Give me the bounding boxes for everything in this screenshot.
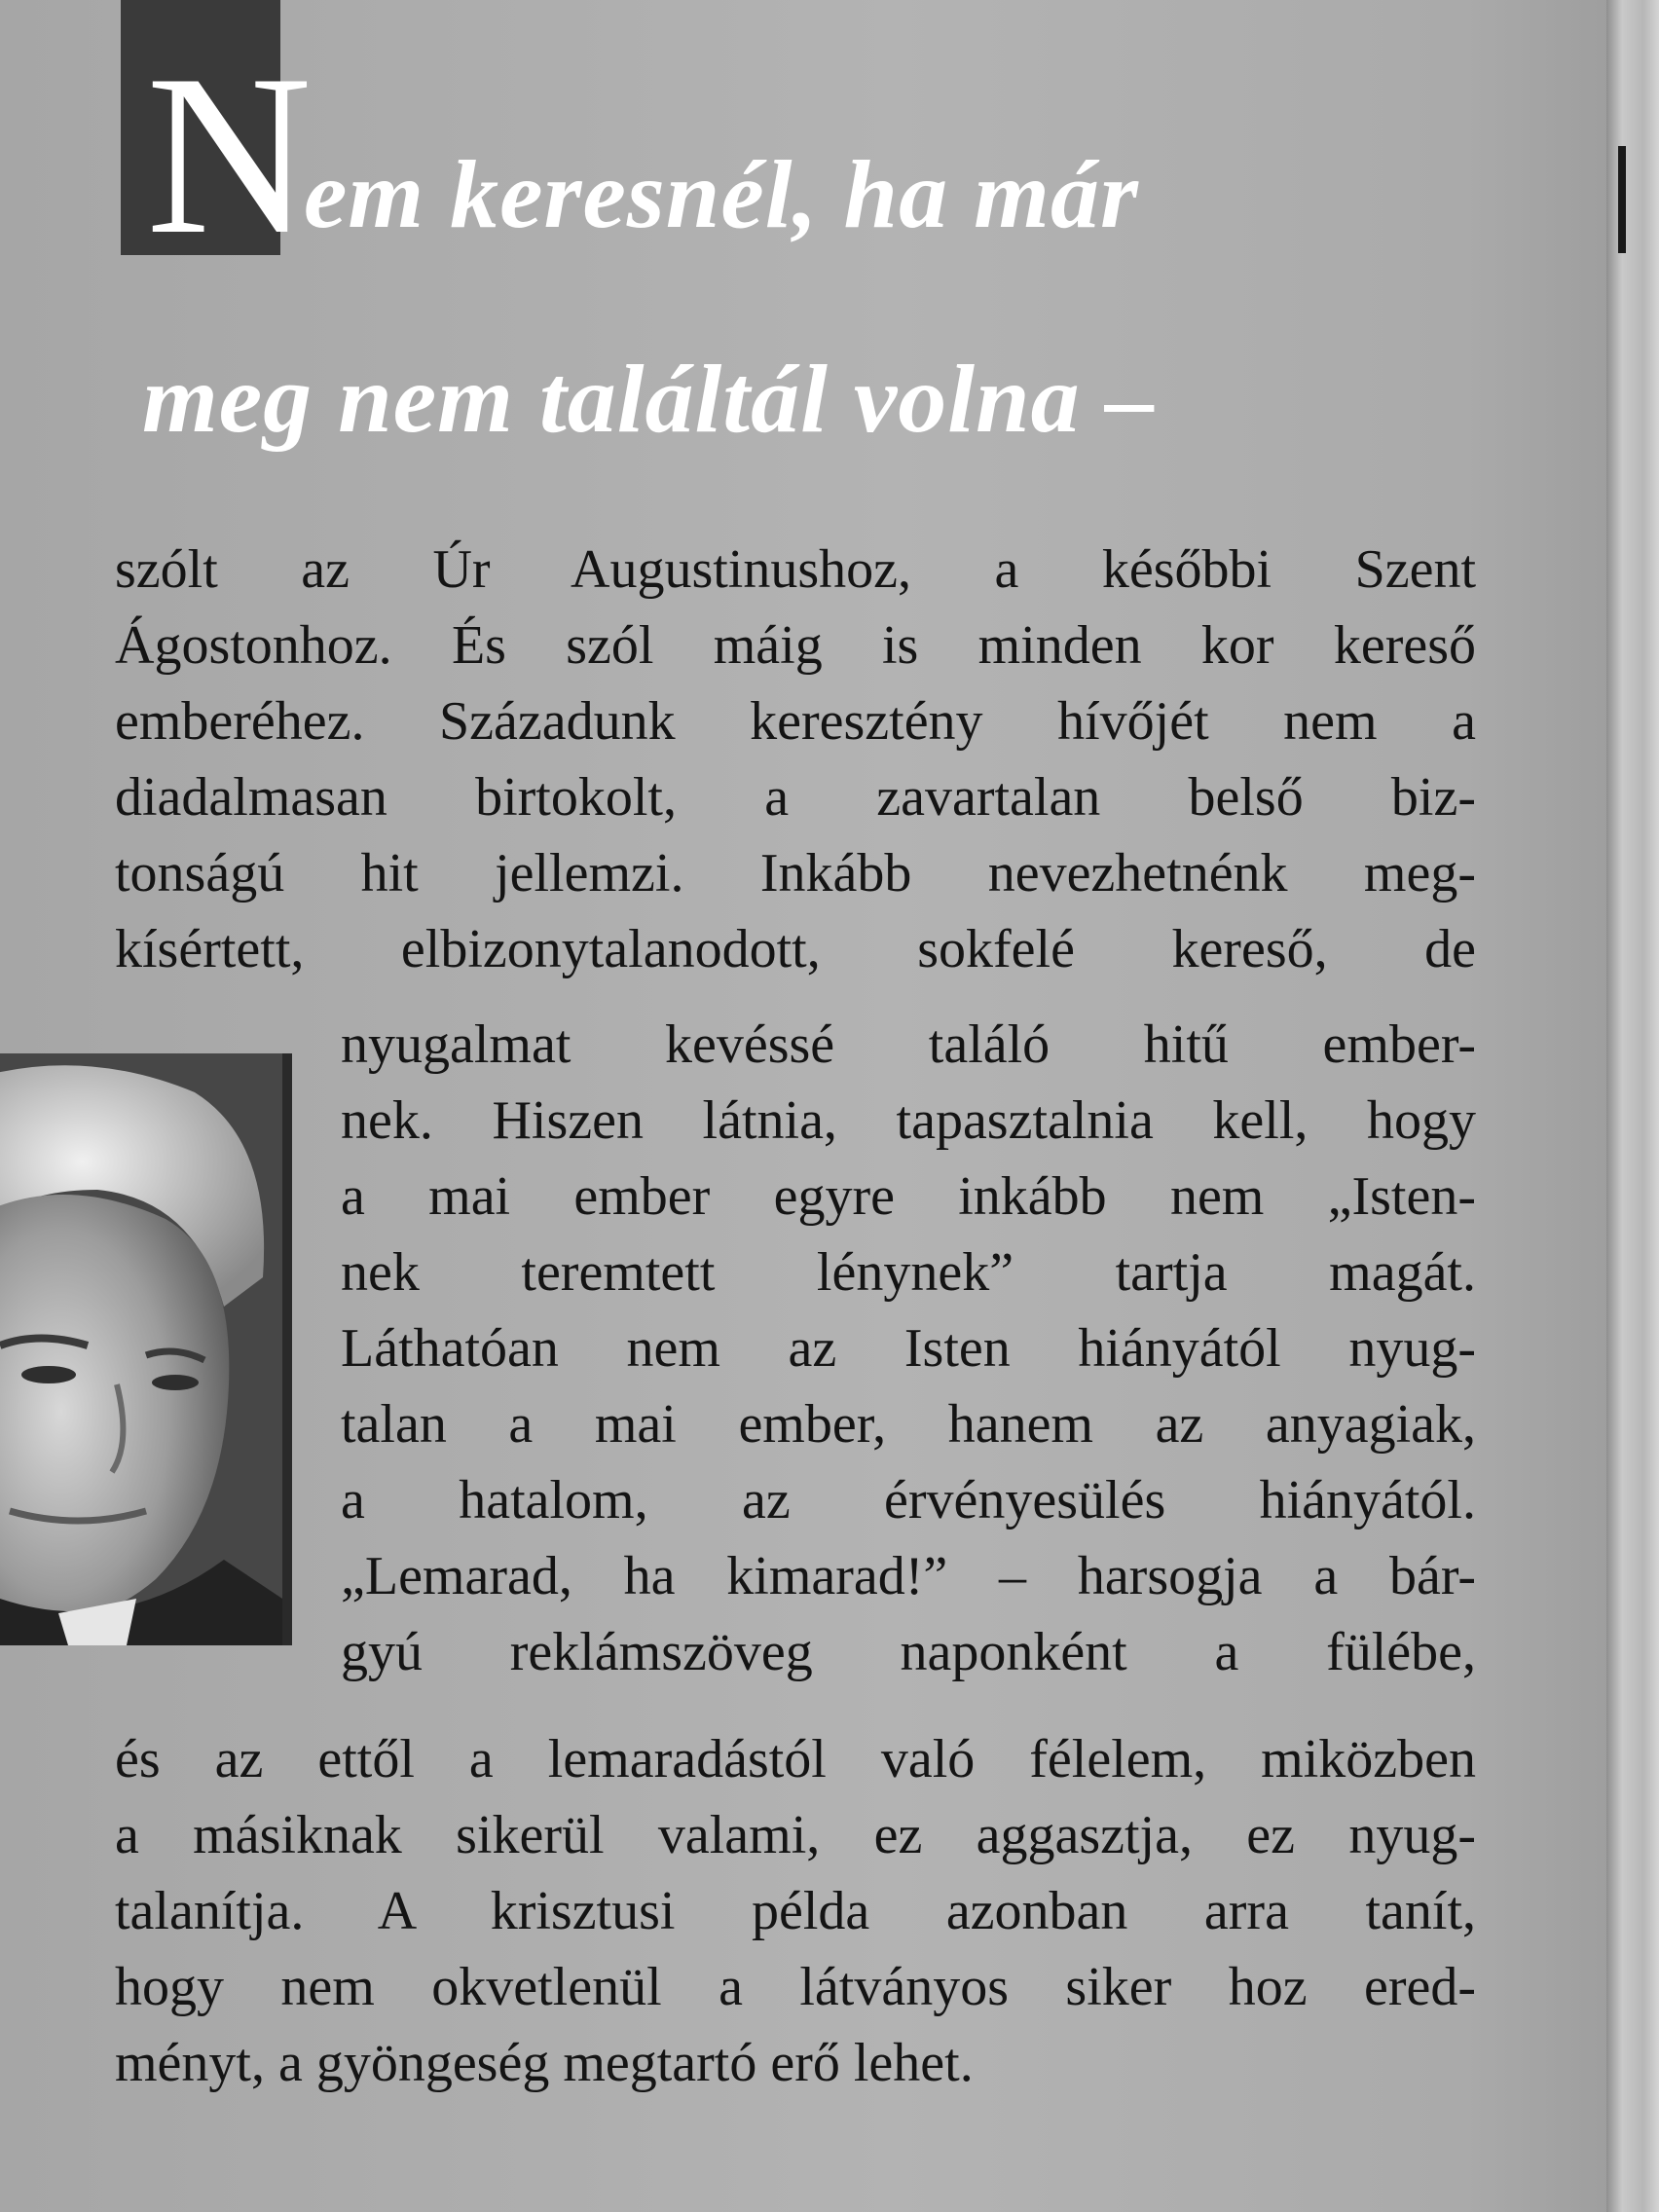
body-line: talan a mai ember, hanem az anyagiak, [341,1394,1476,1455]
body-line: emberéhez. Századunk keresztény hívőjét nem a [115,691,1476,752]
body-line: gyú reklámszöveg naponként a fülébe, [341,1622,1476,1682]
body-line: ményt, a gyöngeség megtartó erő lehet. [115,2033,974,2093]
body-line: nek teremtett lénynek” tartja magát. [341,1242,1476,1303]
body-line: a hatalom, az érvényesülés hiányától. [341,1470,1476,1530]
body-line: diadalmasan birtokolt, a zavartalan belső biz- [115,767,1476,828]
body-line: Láthatóan nem az Isten hiányától nyug- [341,1318,1476,1379]
body-line: nyugalmat kevéssé találó hitű ember- [341,1014,1476,1075]
heading-dropcap: N [146,28,313,282]
body-line: szólt az Úr Augustinushoz, a későbbi Szent [115,539,1476,600]
body-line: nek. Hiszen látnia, tapasztalnia kell, hogy [341,1090,1476,1151]
body-line: a mai ember egyre inkább nem „Isten- [341,1166,1476,1227]
heading-line-1: em keresnél, ha már [304,140,1139,248]
body-line: Ágostonhoz. És szól máig is minden kor kereső [115,615,1476,676]
body-line: kísértett, elbizonytalanodott, sokfelé kereső, de [115,919,1476,979]
heading-line-2: meg nem találtál volna – [142,345,1156,453]
body-line: és az ettől a lemaradástól való félelem, miközben [115,1729,1476,1789]
body-line: tonságú hit jellemzi. Inkább nevezhetnénk meg- [115,843,1476,903]
body-line: a másiknak sikerül valami, ez aggasztja, ez nyug- [115,1805,1476,1865]
body-line: hogy nem okvetlenül a látványos siker hoz ered- [115,1957,1476,2017]
body-line: „Lemarad, ha kimarad!” – harsogja a bár- [341,1546,1476,1606]
body-line: talanítja. A krisztusi példa azonban arra tanít, [115,1881,1476,1941]
